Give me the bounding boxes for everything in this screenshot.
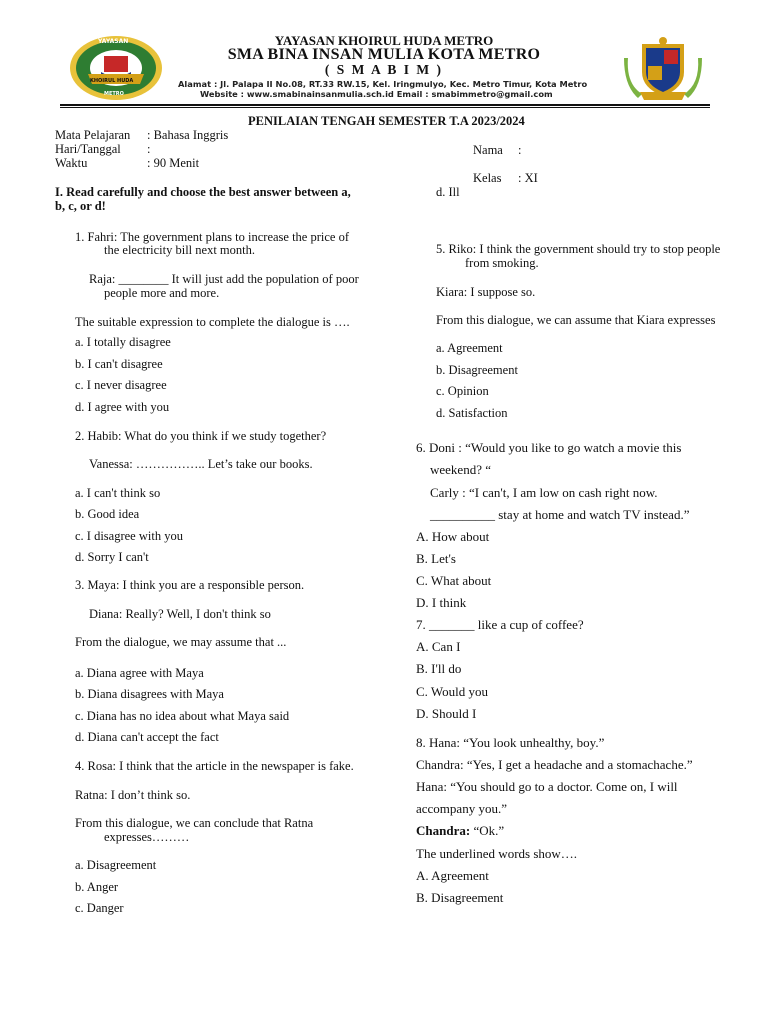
q8-line2: Chandra: “Yes, I get a headache and a stomachache.” [416,757,693,772]
q7-option-b: B. I'll do [416,661,462,676]
logo-bottom-text: METRO [104,91,124,97]
q5-option-d: d. Satisfaction [436,406,508,420]
q8-reply: “Ok.” [473,823,505,838]
q5-option-a: a. Agreement [436,341,503,355]
q1-line1: 1. Fahri: The government plans to increase the price of [75,230,349,244]
instruction-cont: b, c, or d! [55,199,106,213]
q2-line2: Vanessa: …………….. Let’s take our books. [89,457,313,471]
instruction: I. Read carefully and choose the best answer between a, [55,185,351,199]
logo-top-text: YAYASAN [98,38,129,45]
q3-stem: From the dialogue, we may assume that ... [75,635,287,649]
q4-option-a: a. Disagreement [75,858,157,872]
q6-line3: Carly : “I can't, I am low on cash right now. [430,485,658,500]
q3-line1: 3. Maya: I think you are a responsible person. [75,578,305,592]
q3-option-a: a. Diana agree with Maya [75,666,204,680]
time-label: Waktu [55,156,88,170]
school-address: Alamat : Jl. Palapa II No.08, RT.33 RW.15, Kel. Iringmulyo, Kec. Metro Timur, Kota Metro [178,79,588,89]
school-abbrev: ( S M A B I M ) [324,62,444,77]
q4-line2: Ratna: I don’t think so. [75,788,191,802]
q1-option-b: b. I can't disagree [75,357,163,371]
q5-option-c: c. Opinion [436,384,489,398]
q3-option-c: c. Diana has no idea about what Maya said [75,709,290,723]
foundation-name: YAYASAN KHOIRUL HUDA METRO [274,33,494,48]
subject-value: : Bahasa Inggris [147,128,229,142]
q2-line1: 2. Habib: What do you think if we study together? [75,429,327,443]
q8-line1: 8. Hana: “You look unhealthy, boy.” [416,735,605,750]
date-label: Hari/Tanggal [55,142,121,156]
q6-line1: 6. Doni : “Would you like to go watch a movie this [416,440,682,455]
q7-option-c: C. Would you [416,684,489,699]
class-label: Kelas [473,171,502,185]
subject-label: Mata Pelajaran [55,128,131,142]
q4-stem: From this dialogue, we can conclude that Ratna [75,816,314,830]
q5-line3: Kiara: I suppose so. [436,285,536,299]
q5-line2: from smoking. [465,256,539,270]
q7-option-d: D. Should I [416,706,477,721]
q6-line4: __________ stay at home and watch TV instead.” [430,507,690,522]
class-value: : XI [518,171,538,185]
q1-option-d: d. I agree with you [75,400,170,414]
q4-option-d: d. Ill [436,185,460,199]
q6-option-a: A. How about [416,529,490,544]
school-name: SMA BINA INSAN MULIA KOTA METRO [227,46,541,63]
q5-option-b: b. Disagreement [436,363,518,377]
q5-line1: 5. Riko: I think the government should try to stop people [436,242,721,256]
q7-option-a: A. Can I [416,639,461,654]
q6-option-d: D. I think [416,595,467,610]
name-label: Nama [473,143,503,157]
q3-option-d: d. Diana can't accept the fact [75,730,219,744]
q2-option-c: c. I disagree with you [75,529,183,543]
q1-option-c: c. I never disagree [75,378,167,392]
q3-option-b: b. Diana disagrees with Maya [75,687,224,701]
school-website: Website : www.smabinainsanmulia.sch.id Email : smabimmetro@gmail.com [200,89,553,99]
q2-option-a: a. I can't think so [75,486,161,500]
time-value: : 90 Menit [147,156,200,170]
q8-option-b: B. Disagreement [416,890,504,905]
q1-reply1: Raja: ________ It will just add the population of poor [89,272,359,286]
q6-option-c: C. What about [416,573,492,588]
q8-line4: accompany you.” [416,801,507,816]
q8-speaker: Chandra: [416,823,471,838]
q7-line1: 7. _______ like a cup of coffee? [416,617,584,632]
date-value: : [147,142,151,156]
logo-middle-text: KHOIRUL HUDA [90,78,134,84]
q8-line3: Hana: “You should go to a doctor. Come on, I will [416,779,678,794]
q6-line2: weekend? “ [430,462,491,477]
exam-title: PENILAIAN TENGAH SEMESTER T.A 2023/2024 [248,114,525,128]
q4-stem-cont: expresses……… [104,830,190,844]
q1-line2: the electricity bill next month. [104,243,256,257]
q4-line1: 4. Rosa: I think that the article in the newspaper is fake. [75,759,354,773]
q1-option-a: a. I totally disagree [75,335,171,349]
q8-stem: The underlined words show…. [416,846,578,861]
q2-option-b: b. Good idea [75,507,140,521]
header-divider [60,104,710,106]
q6-option-b: B. Let's [416,551,456,566]
header-divider-thin [60,107,710,108]
q1-stem: The suitable expression to complete the dialogue is …. [75,315,350,329]
name-value: : [518,143,522,157]
q5-stem: From this dialogue, we can assume that Kiara expresses [436,313,716,327]
q4-option-c: c. Danger [75,901,124,915]
q2-option-d: d. Sorry I can't [75,550,149,564]
q1-reply2: people more and more. [104,286,220,300]
q8-line5 [416,823,504,839]
q3-line2: Diana: Really? Well, I don't think so [89,607,271,621]
q8-option-a: A. Agreement [416,868,489,883]
q4-option-b: b. Anger [75,880,119,894]
